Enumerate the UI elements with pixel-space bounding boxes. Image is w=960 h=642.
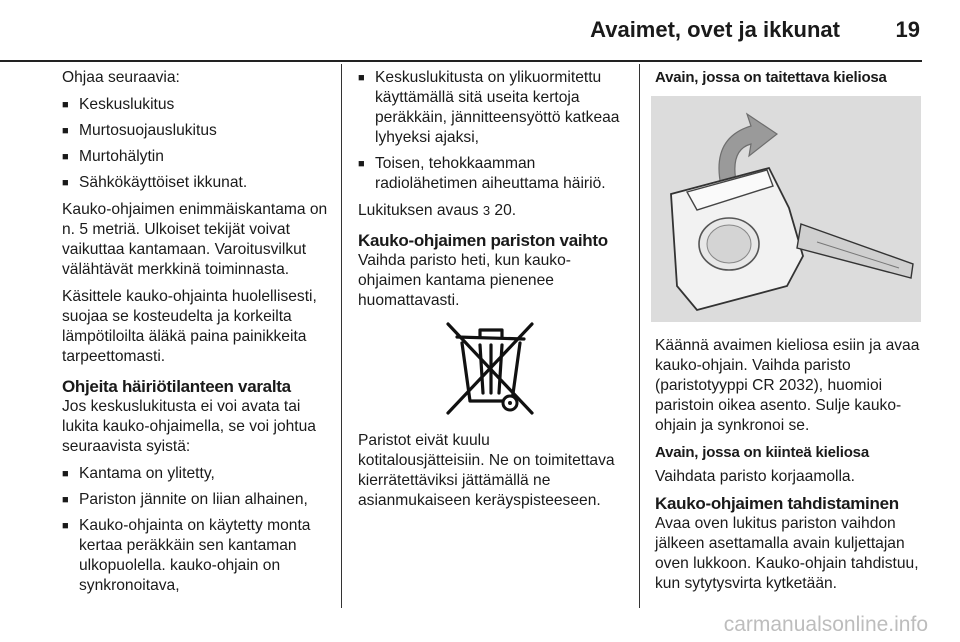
column-1 xyxy=(62,68,338,603)
column-divider-1 xyxy=(341,64,342,608)
foldable-key-heading: Avain, jossa on taitettava kieliosa xyxy=(655,69,887,86)
sync-paragraph: Avaa oven lukitus pariston vaihdon jälkeen asettamalla avain kuljettajan oven lukkoon. Kauko-ohjain tahdistuu, kun sytytysvirta kytketään. xyxy=(655,515,919,592)
crossed-out-wheelie-bin-icon xyxy=(440,319,540,419)
unlock-reference-text: Lukituksen avaus xyxy=(358,202,479,219)
disposal-paragraph: Paristot eivät kuulu kotitalousjätteisiin. Ne on toimitettava kierrätettäviksi jättämällä ne asianmukaiseen keräyspisteeseen. xyxy=(358,432,615,509)
fixed-key-heading: Avain, jossa on kiinteä kieliosa xyxy=(655,444,869,461)
care-paragraph: Käsittele kauko-ohjainta huolellisesti, suojaa se kosteudelta ja korkeilta lämpötiloilta äläkä paina painikkeita tarpeettomasti. xyxy=(62,288,317,365)
sync-heading: Kauko-ohjaimen tahdistaminen xyxy=(655,494,899,513)
column-divider-2 xyxy=(639,64,640,608)
list-item: ■ Keskuslukitusta on ylikuormitettu käyttämällä sitä useita kertoja peräkkäin, jännitteensyöttö katkeaa lyhyeksi ajaksi, xyxy=(358,68,620,148)
list-item: ■ Kantama on ylitetty, xyxy=(62,464,338,484)
fault-causes-list xyxy=(62,464,338,596)
list-item: ■ Toisen, tehokkaamman radiolähetimen aiheuttama häiriö. xyxy=(358,154,620,194)
list-item: ■ Kauko-ohjainta on käytetty monta kertaa peräkkäin sen kantaman ulkopuolella. kauko-ohjain on synkronoitava, xyxy=(62,516,338,596)
fixed-key-paragraph: Vaihdata paristo korjaamolla. xyxy=(655,468,855,485)
header-rule xyxy=(0,60,922,62)
key-battery-photo xyxy=(651,96,921,322)
list-item: ■ Murtosuojauslukitus xyxy=(62,121,338,141)
page-title: Avaimet, ovet ja ikkunat xyxy=(590,17,840,42)
unlock-reference xyxy=(358,201,620,221)
list-item: ■ Sähkökäyttöiset ikkunat. xyxy=(62,173,338,193)
battery-heading: Kauko-ohjaimen pariston vaihto xyxy=(358,231,608,250)
fault-causes-list-continued xyxy=(358,68,620,194)
controls-intro: Ohjaa seuraavia: xyxy=(62,69,180,86)
fault-paragraph: Jos keskuslukitusta ei voi avata tai lukita kauko-ohjaimella, se voi johtua seuraavista syistä: xyxy=(62,398,316,455)
column-3 xyxy=(655,68,925,601)
fault-heading: Ohjeita häiriötilanteen varalta xyxy=(62,377,291,396)
range-paragraph: Kauko-ohjaimen enimmäiskantama on n. 5 metriä. Ulkoiset tekijät voivat vaikuttaa kantamaan. Varoitusvilkut välähtävät merkkinä toiminnasta. xyxy=(62,201,328,278)
foldable-key-paragraph: Käännä avaimen kieliosa esiin ja avaa kauko-ohjain. Vaihda paristo (paristotyyppi CR 2032), huomioi paristoin oikea asento. Sulje kauko-ohjain ja synkronoi se. xyxy=(655,337,920,434)
watermark: carmanualsonline.info xyxy=(723,613,928,636)
list-item: ■ Keskuslukitus xyxy=(62,95,338,115)
page-reference-icon: 3 xyxy=(482,203,491,218)
list-item: ■ Murtohälytin xyxy=(62,147,338,167)
page-number: 19 xyxy=(895,17,920,42)
controls-list xyxy=(62,95,338,193)
list-item: ■ Pariston jännite on liian alhainen, xyxy=(62,490,338,510)
battery-paragraph: Vaihda paristo heti, kun kauko-ohjaimen kantama pienenee huomattavasti. xyxy=(358,252,571,309)
column-2 xyxy=(358,68,620,518)
unlock-reference-page[interactable]: 20. xyxy=(494,202,517,219)
